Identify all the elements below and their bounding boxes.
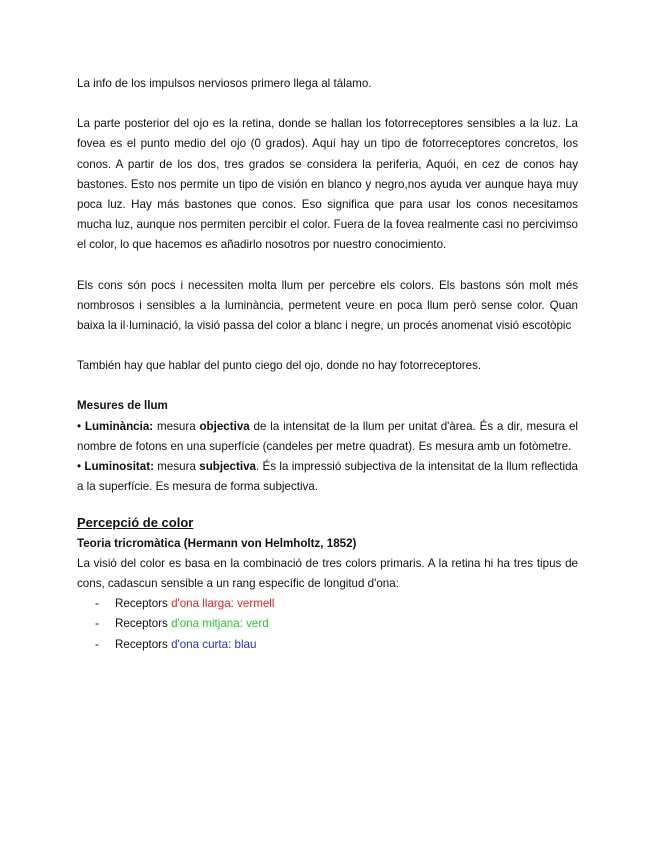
receptor-red: d'ona llarga: vermell [171, 597, 275, 611]
list-item [77, 614, 578, 634]
term-luminancia: Luminància: [84, 419, 154, 433]
text: . És la impressió subjectiva de la intensitat de la llum reflectida a la superfície. Es mesura de forma subjectiva. [77, 460, 579, 494]
spacer [77, 256, 578, 276]
term-luminositat: Luminositat: [84, 460, 154, 474]
dash: - [95, 637, 99, 651]
paragraph-retina: La parte posterior del ojo es la retina, donde se hallan los fotorreceptores sensibles a la luz. La fovea es el punto medio del ojo (0 grados). Aquí hay un tipo de fotorreceptores concretos, los conos. A partir de los dos, tres grados se considera la periferia, Aquói, en cez de conos hay bastones. Esto nos permite un tipo de visión en blanco y negro,nos ayuda ver aunque haya muy poca luz. Hay más bastones que conos. Eso significa que para usar los conos necesitamos mucha luz, aunque nos permiten percibir el color. Fuera de la fovea realmente casi no percivimso el color, lo que hacemos es añadirlo nosotros por nuestro conocimiento. [77, 117, 578, 252]
heading-percepcio: Percepció de color [77, 515, 194, 531]
text: Receptors [115, 637, 172, 651]
spacer [77, 376, 578, 396]
dash: - [95, 617, 99, 631]
text: mesura [153, 460, 200, 474]
subheading-teoria: Teoria tricromàtica (Hermann von Helmholtz, 1852) [77, 536, 357, 550]
receptor-list [77, 594, 578, 655]
text: mesura [153, 419, 200, 433]
paragraph-luminancia [77, 417, 578, 457]
bullet: • [77, 419, 85, 433]
emph-objectiva: objectiva [199, 419, 250, 433]
text: Receptors [115, 617, 172, 631]
list-item [77, 594, 578, 614]
spacer [77, 94, 578, 114]
paragraph-cons-bastons: Els cons són pocs i necessiten molta llum per percebre els colors. Els bastons són molt més nombrosos i sensibles a la luminància, permetent veure en poca llum però sense color. Quan baixa la il·luminació, la visió passa del color a blanc i negre, un procés anomenat visió escotòpic [77, 278, 578, 333]
paragraph-talamo: La info de los impulsos nerviosos primero llega al tálamo. [77, 77, 372, 90]
paragraph-punto-ciego: También hay que hablar del punto ciego del ojo, donde no hay fotorreceptores. [77, 359, 482, 373]
spacer [77, 497, 578, 513]
spacer [77, 336, 578, 356]
text: Receptors [115, 597, 172, 611]
paragraph-luminositat [77, 457, 578, 497]
document-page [77, 74, 578, 655]
bullet: • [77, 460, 85, 474]
heading-mesures: Mesures de llum [77, 399, 168, 413]
receptor-blue: d'ona curta: blau [171, 637, 257, 651]
list-item [77, 635, 578, 655]
text: de la intensitat de la llum per unitat d'àrea. És a dir, mesura el nombre de fotons en una superfície (candeles per metre quadrat). Es mesura amb un fotòmetre. [77, 419, 578, 453]
paragraph-visio-color: La visió del color es basa en la combinació de tres colors primaris. A la retina hi ha tres tipus de cons, cadascun sensible a un rang específic de longitud d'ona: [77, 556, 578, 591]
dash: - [95, 597, 99, 611]
emph-subjectiva: subjectiva [199, 460, 256, 474]
receptor-green: d'ona mitjana: verd [171, 617, 269, 631]
